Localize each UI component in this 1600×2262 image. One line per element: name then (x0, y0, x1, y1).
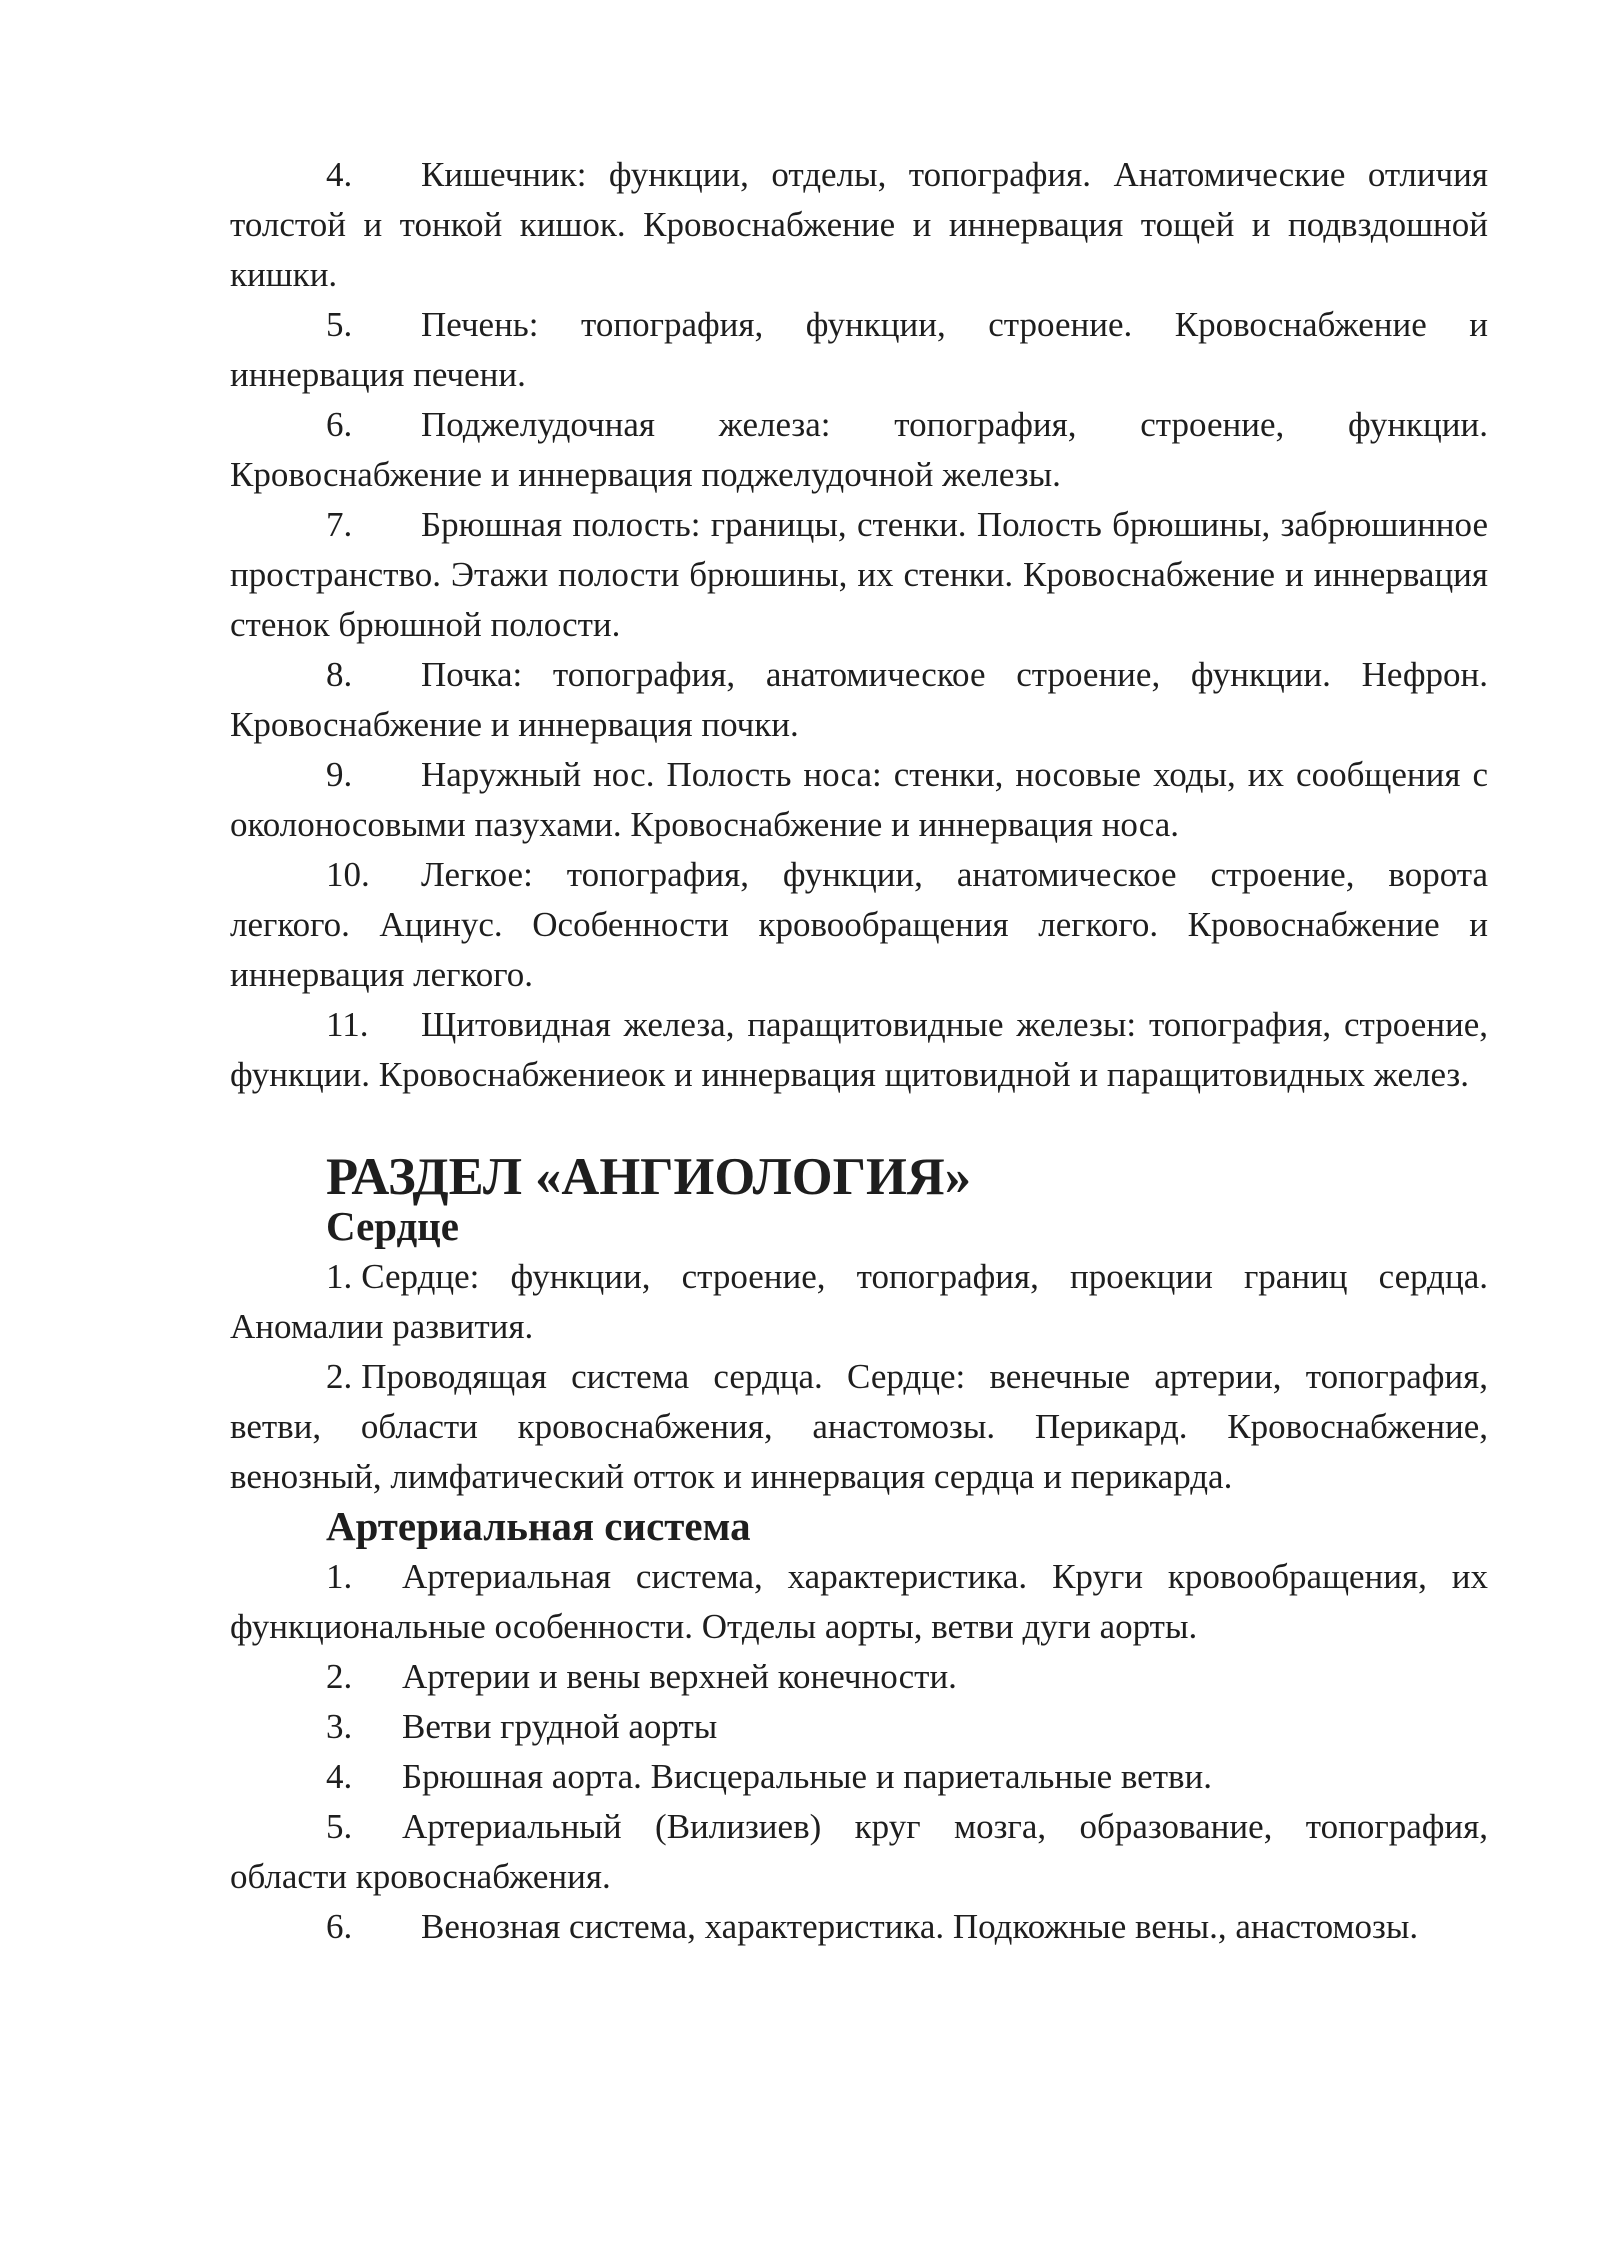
list-item (230, 150, 1488, 300)
item-number: 2. (326, 1657, 353, 1696)
list-item (230, 500, 1488, 650)
list-item (230, 850, 1488, 1000)
item-text: Кишечник: функции, отделы, топография. Анатомические отличия толстой и тонкой кишок. Кровоснабжение и иннервация тощей и подвздошной кишки. (230, 155, 1488, 294)
list-item (230, 300, 1488, 400)
list-item (230, 1752, 1488, 1802)
item-text: Артериальный (Вилизиев) круг мозга, образование, топография, области кровоснабжения. (230, 1807, 1488, 1896)
item-number: 4. (326, 155, 353, 194)
item-number: 5. (326, 1807, 353, 1846)
list-item (230, 1802, 1488, 1902)
list-item (230, 1552, 1488, 1652)
item-number: 1. (326, 1557, 353, 1596)
item-text: Ветви грудной аорты (402, 1707, 718, 1746)
list-item (230, 1652, 1488, 1702)
subsection-title-arterial: Артериальная система (326, 1504, 751, 1549)
item-text: Артерии и вены верхней конечности. (402, 1657, 957, 1696)
section-spacer (230, 1100, 1488, 1152)
arterial-list (230, 1552, 1488, 1952)
list-item (230, 750, 1488, 850)
list-item (230, 400, 1488, 500)
item-number: 11. (326, 1005, 369, 1044)
list-item (230, 1000, 1488, 1100)
item-number: 6. (326, 405, 353, 444)
item-text: Щитовидная железа, паращитовидные железы: топография, строение, функции. Кровоснабжениеок и иннервация щитовидной и паращитовидных желез. (230, 1005, 1488, 1094)
item-text: Брюшная полость: границы, стенки. Полость брюшины, забрюшинное пространство. Этажи полости брюшины, их стенки. Кровоснабжение и иннервация стенок брюшной полости. (230, 505, 1488, 644)
heart-list (230, 1252, 1488, 1502)
item-text: Наружный нос. Полость носа: стенки, носовые ходы, их сообщения с околоносовыми пазухами. Кровоснабжение и иннервация носа. (230, 755, 1488, 844)
item-number: 4. (326, 1757, 353, 1796)
item-number: 10. (326, 855, 370, 894)
list-item (230, 1352, 1488, 1502)
item-number: 3. (326, 1707, 353, 1746)
list-item (230, 1902, 1488, 1952)
item-text: Брюшная аорта. Висцеральные и париетальные ветви. (402, 1757, 1213, 1796)
item-number: 7. (326, 505, 353, 544)
item-text: Проводящая система сердца. Сердце: венечные артерии, топография, ветви, области кровоснабжения, анастомозы. Перикард. Кровоснабжение, венозный, лимфатический отток и иннервация сердца и перикарда. (230, 1357, 1488, 1496)
anatomy-list (230, 150, 1488, 1100)
list-item (230, 1702, 1488, 1752)
item-number: 1. (326, 1257, 353, 1296)
item-text: Поджелудочная железа: топография, строение, функции. Кровоснабжение и иннервация поджелудочной железы. (230, 405, 1488, 494)
item-text: Легкое: топография, функции, анатомическое строение, ворота легкого. Ацинус. Особенности кровообращения легкого. Кровоснабжение и иннервация легкого. (230, 855, 1488, 994)
item-number: 8. (326, 655, 353, 694)
item-text: Сердце: функции, строение, топография, проекции границ сердца. Аномалии развития. (230, 1257, 1488, 1346)
item-number: 2. (326, 1357, 353, 1396)
item-text: Печень: топография, функции, строение. Кровоснабжение и иннервация печени. (230, 305, 1488, 394)
item-number: 9. (326, 755, 353, 794)
item-text: Артериальная система, характеристика. Круги кровообращения, их функциональные особенности. Отделы аорты, ветви дуги аорты. (230, 1557, 1488, 1646)
item-number: 5. (326, 305, 353, 344)
item-number: 6. (326, 1907, 353, 1946)
item-text: Почка: топография, анатомическое строение, функции. Нефрон. Кровоснабжение и иннервация почки. (230, 655, 1488, 744)
list-item (230, 650, 1488, 750)
item-text: Венозная система, характеристика. Подкожные вены., анастомозы. (421, 1907, 1419, 1946)
document-page (230, 150, 1488, 1952)
subsection-title-heart: Сердце (326, 1204, 459, 1249)
list-item (230, 1252, 1488, 1352)
section-title: РАЗДЕЛ «АНГИОЛОГИЯ» (326, 1148, 971, 1206)
